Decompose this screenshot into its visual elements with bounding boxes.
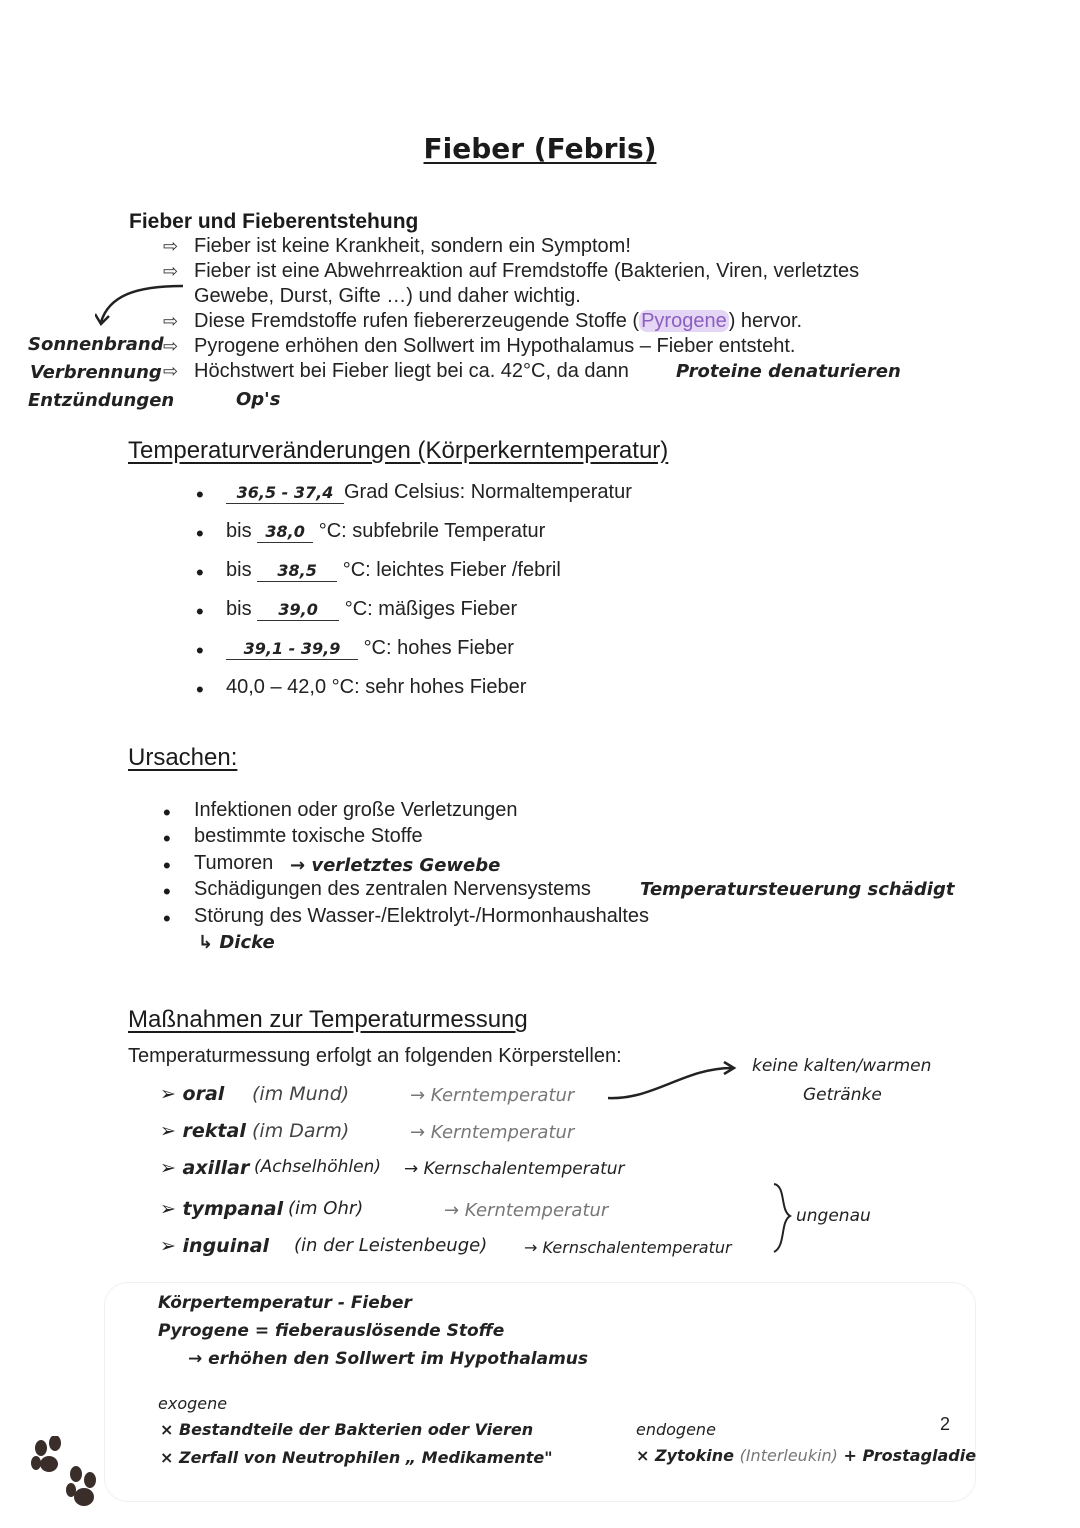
arrow-icon: ⇨ <box>163 336 179 356</box>
handwritten-ops-note: Op's <box>236 389 281 410</box>
temp-row-4: bis 39,0 °C: mäßiges Fieber <box>226 598 518 620</box>
fever-item-3: Diese Fremdstoffe rufen fiebererzeugende Stoffe ( Pyrogene ) hervor. <box>194 310 803 332</box>
cause-item-3: Tumoren <box>194 852 274 874</box>
notes-line-2: Pyrogene = fieberauslösende Stoffe <box>158 1321 505 1341</box>
fever-item-2: Fieber ist eine Abwehrreaktion auf Fremdstoffe (Bakterien, Viren, verletztes <box>194 260 860 282</box>
curved-arrow-icon <box>95 282 195 332</box>
curved-arrow-icon <box>604 1060 744 1110</box>
site-tympanal-result: → Kerntemperatur <box>444 1200 609 1221</box>
bullet-icon: • <box>196 599 204 624</box>
sidebar-note-verbrennung: Verbrennung <box>30 362 162 383</box>
exogen-item-2: × Zerfall von Neutrophilen „ Medikamente" <box>160 1448 553 1467</box>
bullet-icon: • <box>196 677 204 702</box>
page-title: Fieber (Febris) <box>423 132 657 165</box>
bullet-icon: • <box>196 560 204 585</box>
cause-item-4: Schädigungen des zentralen Nervensystems <box>194 878 591 900</box>
sidebar-note-sonnenbrand: Sonnenbrand <box>28 334 164 355</box>
bullet-icon: • <box>196 638 204 663</box>
arrow-icon: ⇨ <box>163 261 179 281</box>
cause-item-5: Störung des Wasser-/Elektrolyt-/Hormonhaushaltes <box>194 905 649 927</box>
paw-print-icon <box>28 1436 100 1512</box>
notes-line-3: → erhöhen den Sollwert im Hypothalamus <box>188 1349 589 1369</box>
temp-row-3: bis 38,5 °C: leichtes Fieber /febril <box>226 559 561 581</box>
section2-heading: Temperaturveränderungen (Körperkerntemperatur) <box>128 437 669 464</box>
handwritten-drinks-note: keine kalten/warmen <box>752 1056 932 1076</box>
handwritten-ungenau-note: ungenau <box>796 1206 871 1226</box>
site-rektal-result: → Kerntemperatur <box>410 1122 575 1143</box>
fever-item-4: Pyrogene erhöhen den Sollwert im Hypothalamus – Fieber entsteht. <box>194 335 796 357</box>
page-number: 2 <box>940 1414 951 1434</box>
temp-row-5: 39,1 - 39,9 °C: hohes Fieber <box>226 637 514 660</box>
arrow-icon: ⇨ <box>163 236 179 256</box>
pyrogene-highlight: Pyrogene <box>641 310 727 332</box>
site-axillar: ➢ axillar <box>160 1157 250 1179</box>
handwritten-drinks-note-2: Getränke <box>803 1085 882 1105</box>
fever-item-1: Fieber ist keine Krankheit, sondern ein Symptom! <box>194 235 631 257</box>
handwritten-tumor-note: → verletztes Gewebe <box>290 855 501 876</box>
bullet-icon: • <box>163 853 171 878</box>
site-rektal: ➢ rektal <box>160 1120 246 1142</box>
site-rektal-detail: (im Darm) <box>252 1120 350 1142</box>
temp-row-6: 40,0 – 42,0 °C: sehr hohes Fieber <box>226 676 527 698</box>
handwritten-dicke-note: ↳ Dicke <box>198 932 275 953</box>
handwritten-proteins-note: Proteine denaturieren <box>676 361 901 382</box>
bullet-icon: • <box>163 826 171 851</box>
site-oral-detail: (im Mund) <box>252 1083 350 1105</box>
temp-row-2: bis 38,0 °C: subfebrile Temperatur <box>226 520 546 542</box>
site-inguinal-result: → Kernschalentemperatur <box>524 1238 732 1257</box>
notes-line-1: Körpertemperatur - Fieber <box>158 1293 412 1313</box>
endogen-title: endogene <box>636 1420 716 1439</box>
section1-heading: Fieber und Fieberentstehung <box>129 210 419 233</box>
section4-heading: Maßnahmen zur Temperaturmessung <box>128 1006 528 1033</box>
arrow-icon: ⇨ <box>163 311 179 331</box>
handwritten-zns-note: Temperatursteuerung schädigt <box>640 879 955 900</box>
brace-icon <box>768 1180 798 1256</box>
cause-item-2: bestimmte toxische Stoffe <box>194 825 423 847</box>
section3-heading: Ursachen: <box>128 744 238 771</box>
bullet-icon: • <box>163 800 171 825</box>
cause-item-1: Infektionen oder große Verletzungen <box>194 799 518 821</box>
endogen-item: × Zytokine (Interleukin) + Prostagladie <box>636 1446 977 1465</box>
bullet-icon: • <box>163 879 171 904</box>
site-inguinal-detail: (in der Leistenbeuge) <box>294 1235 488 1256</box>
bullet-icon: • <box>163 906 171 931</box>
site-inguinal: ➢ inguinal <box>160 1235 270 1257</box>
site-tympanal-detail: (im Ohr) <box>288 1198 364 1219</box>
fever-item-5: Höchstwert bei Fieber liegt bei ca. 42°C, da dann <box>194 360 629 382</box>
temp-row-1: 36,5 - 37,4 Grad Celsius: Normaltemperatur <box>226 481 632 504</box>
measurement-intro: Temperaturmessung erfolgt an folgenden Körperstellen: <box>128 1045 622 1067</box>
exogen-item-1: × Bestandteile der Bakterien oder Vieren <box>160 1420 534 1439</box>
exogen-title: exogene <box>158 1394 228 1413</box>
bullet-icon: • <box>196 521 204 546</box>
bullet-icon: • <box>196 482 204 507</box>
fever-item-2-cont: Gewebe, Durst, Gifte …) und daher wichtig. <box>194 285 581 307</box>
site-tympanal: ➢ tympanal <box>160 1198 284 1220</box>
site-axillar-detail: (Achselhöhlen) <box>254 1157 381 1177</box>
notes-area <box>104 1282 976 1502</box>
arrow-icon: ⇨ <box>163 361 179 381</box>
site-oral-result: → Kerntemperatur <box>410 1085 575 1106</box>
sidebar-note-entzuendungen: Entzündungen <box>28 390 175 411</box>
site-axillar-result: → Kernschalentemperatur <box>404 1159 625 1179</box>
site-oral: ➢ oral <box>160 1083 225 1105</box>
